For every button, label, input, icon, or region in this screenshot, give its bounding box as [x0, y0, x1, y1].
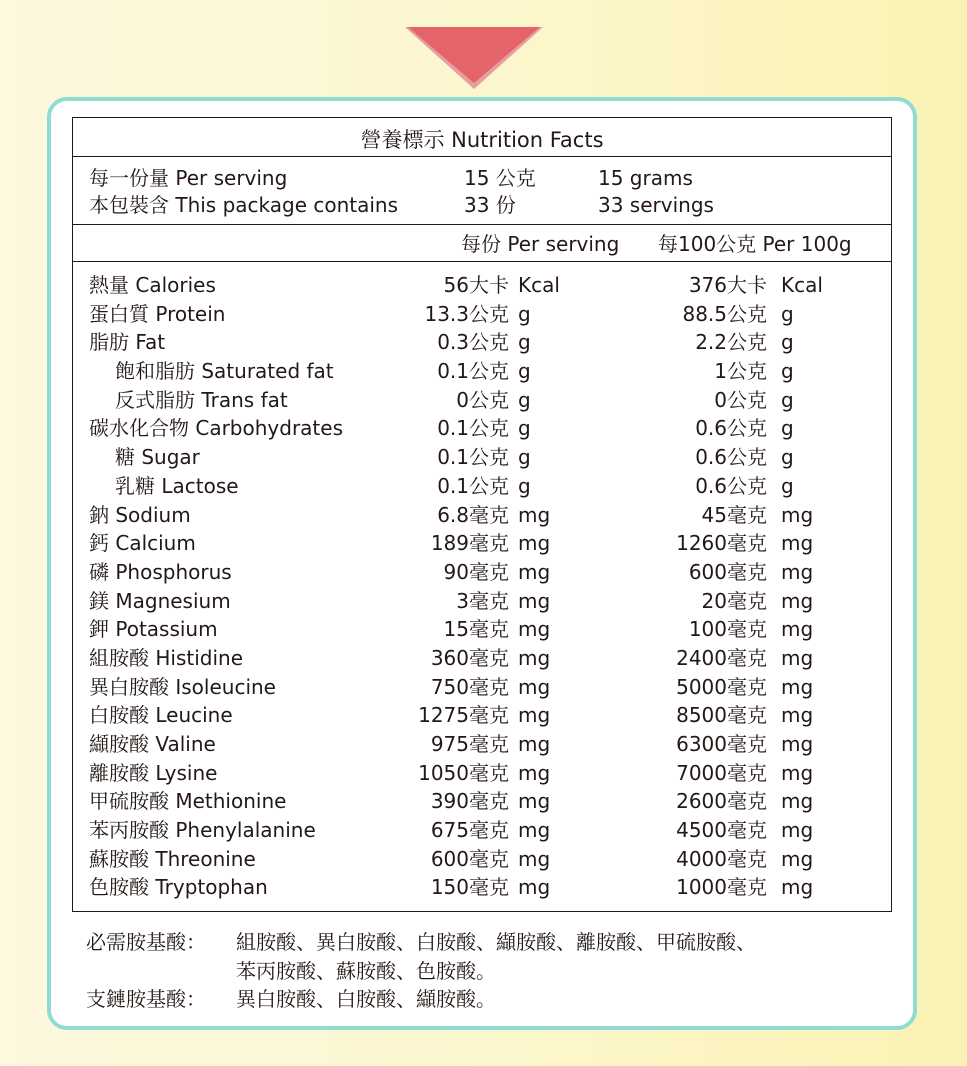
nutrient-name: 磷 Phosphorus — [89, 559, 232, 584]
nutrient-row — [73, 873, 893, 902]
nutrient-row — [73, 759, 893, 788]
per-100g-unit: mg — [781, 674, 814, 699]
per-serving-value: 0.3公克 — [437, 330, 509, 355]
essential-list-line1: 組胺酸、異白胺酸、白胺酸、纈胺酸、離胺酸、甲硫胺酸、 — [236, 930, 756, 954]
per-serving-unit: g — [518, 473, 531, 498]
per-serving-value: 675毫克 — [430, 818, 509, 843]
per-100g-unit: g — [781, 473, 794, 498]
nutrient-name: 色胺酸 Tryptophan — [89, 875, 268, 900]
nutrient-row — [73, 501, 893, 530]
per-serving-unit: mg — [518, 732, 551, 756]
per-serving-value: 90毫克 — [443, 559, 509, 584]
per-serving-value: 360毫克 — [430, 645, 509, 670]
nutrient-row — [73, 414, 893, 443]
per-serving-unit: g — [518, 416, 531, 441]
per-100g-unit: g — [781, 359, 794, 384]
nutrient-row — [73, 787, 893, 816]
per-serving-value: 0.1公克 — [437, 359, 509, 384]
per-serving-unit: mg — [518, 818, 551, 843]
per-serving-unit: mg — [518, 559, 551, 584]
nutrient-name: 蘇胺酸 Threonine — [89, 846, 256, 871]
per-100g-unit: g — [781, 387, 794, 412]
per-serving-value: 6.8毫克 — [437, 502, 509, 527]
per-serving-unit: mg — [518, 645, 551, 670]
per-serving-value: 15毫克 — [443, 617, 509, 642]
nutrient-row — [73, 386, 893, 415]
per-100g-value: 376大卡 — [688, 273, 767, 297]
nutrient-row — [73, 816, 893, 845]
nutrient-row — [73, 558, 893, 587]
per-serving-zh: 15 公克 — [464, 166, 536, 190]
per-100g-unit: mg — [781, 703, 814, 728]
nutrient-name: 蛋白質 Protein — [89, 301, 226, 326]
per-serving-value: 1275毫克 — [418, 703, 509, 728]
nutrient-name: 乳糖 Lactose — [115, 473, 239, 498]
nutrient-row — [73, 845, 893, 874]
nutrition-facts-table — [72, 117, 892, 912]
nutrient-name: 組胺酸 Histidine — [89, 645, 244, 670]
nutrient-name: 熱量 Calories — [89, 273, 216, 297]
nutrient-name: 鎂 Magnesium — [89, 588, 231, 613]
per-serving-unit: mg — [518, 674, 551, 699]
per-serving-value: 0.1公克 — [437, 445, 509, 470]
per-100g-value: 2.2公克 — [695, 330, 767, 355]
per-100g-unit: mg — [781, 559, 814, 584]
per-100g-value: 0.6公克 — [695, 416, 767, 441]
per-serving-value: 0公克 — [456, 387, 509, 412]
nutrient-row — [73, 472, 893, 501]
divider — [73, 156, 891, 157]
nutrient-row — [73, 644, 893, 673]
nutrient-row — [73, 328, 893, 357]
bcaa-label: 支鏈胺基酸： — [86, 987, 206, 1011]
nutrient-name: 鉀 Potassium — [89, 617, 218, 642]
per-serving-value: 975毫克 — [430, 732, 509, 756]
per-100g-unit: g — [781, 330, 794, 355]
per-100g-value: 100毫克 — [688, 617, 767, 642]
per-serving-value: 56大卡 — [443, 273, 509, 297]
divider — [73, 261, 891, 262]
per-100g-value: 7000毫克 — [676, 760, 767, 785]
per-100g-value: 0.6公克 — [695, 445, 767, 470]
per-serving-value: 750毫克 — [430, 674, 509, 699]
per-serving-value: 0.1公克 — [437, 473, 509, 498]
per-100g-unit: mg — [781, 760, 814, 785]
nutrient-name: 脂肪 Fat — [89, 330, 166, 355]
per-serving-unit: mg — [518, 846, 551, 871]
per-serving-unit: g — [518, 387, 531, 412]
table-title: 營養標示 Nutrition Facts — [360, 128, 604, 152]
nutrient-row — [73, 730, 893, 759]
nutrient-row — [73, 529, 893, 558]
nutrient-name: 飽和脂肪 Saturated fat — [115, 359, 334, 384]
per-100g-unit: mg — [781, 617, 814, 642]
nutrient-name: 甲硫胺酸 Methionine — [89, 789, 287, 814]
nutrient-row — [73, 271, 893, 300]
per-100g-value: 8500毫克 — [676, 703, 767, 728]
per-100g-unit: mg — [781, 846, 814, 871]
per-serving-unit: mg — [518, 875, 551, 900]
nutrient-row — [73, 300, 893, 329]
nutrient-row — [73, 443, 893, 472]
package-zh: 33 份 — [464, 193, 516, 217]
per-serving-value: 0.1公克 — [437, 416, 509, 441]
per-100g-unit: mg — [781, 875, 814, 900]
per-100g-unit: mg — [781, 789, 814, 814]
per-serving-unit: g — [518, 359, 531, 384]
nutrient-name: 碳水化合物 Carbohydrates — [89, 416, 343, 441]
per-serving-unit: g — [518, 301, 531, 326]
package-en: 33 servings — [598, 193, 714, 217]
nutrient-name: 苯丙胺酸 Phenylalanine — [89, 818, 316, 843]
per-100g-value: 4500毫克 — [676, 818, 767, 843]
nutrient-name: 異白胺酸 Isoleucine — [89, 674, 276, 699]
nutrient-row — [73, 587, 893, 616]
per-100g-value: 1公克 — [714, 359, 767, 384]
per-serving-unit: mg — [518, 588, 551, 613]
per-serving-value: 3毫克 — [456, 588, 509, 613]
nutrient-name: 反式脂肪 Trans fat — [115, 387, 288, 412]
bcaa-list: 異白胺酸、白胺酸、纈胺酸。 — [236, 987, 496, 1011]
per-100g-value: 1000毫克 — [676, 875, 767, 900]
per-serving-unit: mg — [518, 789, 551, 814]
divider — [73, 224, 891, 225]
per-serving-unit: mg — [518, 760, 551, 785]
nutrient-row — [73, 701, 893, 730]
per-100g-value: 1260毫克 — [676, 531, 767, 556]
per-100g-value: 2400毫克 — [676, 645, 767, 670]
per-100g-value: 2600毫克 — [676, 789, 767, 814]
nutrient-list — [73, 271, 893, 902]
per-serving-value: 600毫克 — [430, 846, 509, 871]
per-serving-en: 15 grams — [598, 166, 693, 190]
per-serving-value: 189毫克 — [430, 531, 509, 556]
per-serving-label: 每一份量 Per serving — [89, 166, 288, 190]
per-100g-value: 20毫克 — [701, 588, 767, 613]
nutrient-name: 鈉 Sodium — [89, 502, 191, 527]
nutrient-name: 鈣 Calcium — [89, 531, 196, 556]
nutrient-name: 糖 Sugar — [115, 445, 200, 470]
per-100g-value: 6300毫克 — [676, 732, 767, 756]
down-triangle-icon — [405, 27, 543, 89]
nutrient-name: 白胺酸 Leucine — [89, 703, 233, 728]
per-100g-value: 88.5公克 — [682, 301, 767, 326]
nutrient-row — [73, 357, 893, 386]
per-100g-value: 45毫克 — [701, 502, 767, 527]
per-serving-unit: mg — [518, 502, 551, 527]
per-100g-value: 5000毫克 — [676, 674, 767, 699]
per-100g-value: 600毫克 — [688, 559, 767, 584]
nutrient-row — [73, 615, 893, 644]
per-serving-unit: g — [518, 330, 531, 355]
per-100g-unit: mg — [781, 818, 814, 843]
per-100g-unit: g — [781, 301, 794, 326]
package-label: 本包裝含 This package contains — [89, 193, 399, 217]
per-serving-value: 13.3公克 — [424, 301, 509, 326]
per-100g-unit: mg — [781, 732, 814, 756]
per-100g-unit: g — [781, 445, 794, 470]
per-100g-unit: mg — [781, 502, 814, 527]
column-header-per-serving: 每份 Per serving — [461, 232, 620, 256]
per-100g-unit: mg — [781, 588, 814, 613]
nutrient-row — [73, 673, 893, 702]
nutrient-name: 離胺酸 Lysine — [89, 760, 218, 785]
column-header-per-100g: 每100公克 Per 100g — [658, 232, 852, 256]
per-100g-unit: mg — [781, 531, 814, 556]
per-serving-unit: mg — [518, 531, 551, 556]
per-serving-value: 390毫克 — [430, 789, 509, 814]
per-100g-unit: Kcal — [781, 273, 823, 297]
per-serving-unit: Kcal — [518, 273, 560, 297]
nutrient-name: 纈胺酸 Valine — [89, 732, 216, 756]
per-100g-unit: mg — [781, 645, 814, 670]
per-serving-value: 1050毫克 — [418, 760, 509, 785]
per-serving-unit: mg — [518, 703, 551, 728]
essential-list-line2: 苯丙胺酸、蘇胺酸、色胺酸。 — [236, 958, 496, 983]
per-100g-value: 0公克 — [714, 387, 767, 412]
per-serving-value: 150毫克 — [430, 875, 509, 900]
per-serving-unit: g — [518, 445, 531, 470]
per-100g-unit: g — [781, 416, 794, 441]
essential-label: 必需胺基酸： — [86, 930, 206, 954]
per-100g-value: 4000毫克 — [676, 846, 767, 871]
per-serving-unit: mg — [518, 617, 551, 642]
per-100g-value: 0.6公克 — [695, 473, 767, 498]
